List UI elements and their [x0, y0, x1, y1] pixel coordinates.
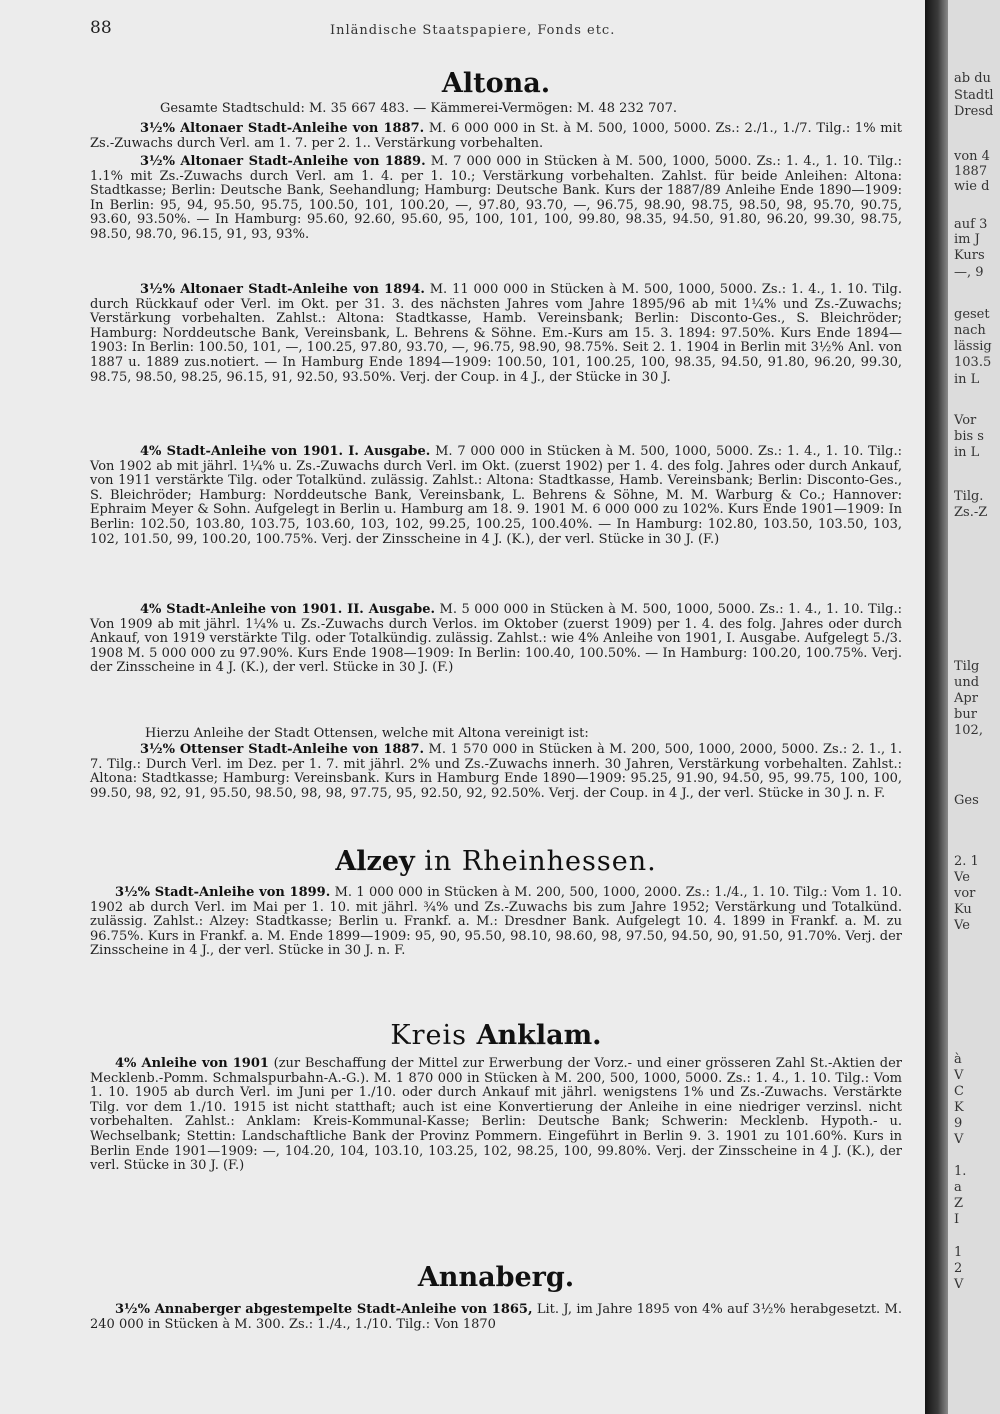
section-heading-alzey: Alzey in Rheinhessen.: [335, 846, 657, 877]
facing-fragment: lässig: [954, 339, 992, 354]
running-head: [90, 18, 900, 48]
paragraph-ottensen-intro: [145, 727, 902, 742]
facing-fragment: Tilg: [954, 659, 980, 674]
section-heading-anklam: Kreis Anklam.: [390, 1020, 602, 1051]
paragraph-altona-1901-i: [90, 445, 902, 547]
facing-fragment: Ges: [954, 793, 979, 808]
facing-fragment: Ve: [954, 918, 970, 933]
paragraph-anklam-1901: [90, 1057, 902, 1174]
loan-title: 3½% Ottenser Stadt-Anleihe von 1887.: [140, 742, 425, 757]
facing-fragment: wie d: [954, 179, 990, 194]
facing-fragment: in L: [954, 445, 980, 460]
facing-page-edge: [948, 0, 1000, 1414]
facing-fragment: bur: [954, 707, 977, 722]
section-heading-altona: Altona.: [441, 68, 551, 99]
paragraph-text: M. 7 000 000 in Stücken à M. 500, 1000, 5000. Zs.: 1. 4., 1. 10. Tilg.: Von 1902 ab mit jährl. 1¼% u. Zs.-Zuwachs durch Verl. im Okt. (zuerst 1902) per 1. 4. des folg. Jahres oder durch Ankauf, von 1911 verstärkte Tilg. oder Totalkünd. zulässig. Zahlst.: Altona: Stadtkasse, Hamb. Vereinsbank; Berlin: Disconto-Ges., S. Bleichröder; Hamburg: Norddeutsche Bank, Vereinsbank, L. Behrens & Söhne, M. M. Warburg & Co.; Hannover: Ephraim Meyer & Sohn. Aufgelegt in Berlin u. Hamburg am 18. 9. 1901 M. 6 000 000 zu 102%. Kurs Ende 1901—1909: In Berlin: 102.50, 103.80, 103.75, 103.60, 103, 102, 99.25, 100.25, 100.40%. — In Hamburg: 102.80, 103.50, 103.50, 103, 102, 101.50, 99, 100.20, 100.75%. Verj. der Zinsscheine in 4 J. (K.), der verl. Stücke in 30 J. (F.): [90, 444, 902, 547]
facing-fragment: vor: [954, 886, 976, 901]
paragraph-altona-1894: [90, 283, 902, 385]
paragraph-text: M. 11 000 000 in Stücken à M. 500, 1000, 5000. Zs.: 1. 4., 1. 10. Tilg. durch Rückkauf oder Verl. im Okt. per 31. 3. des nächsten Jahres vom Jahre 1895/96 ab mit 1¼% und Zs.-Zuwachs; Verstärkung vorbehalten. Zahlst.: Altona: Stadtkasse, Hamb. Vereinsbank; Berlin: Disconto-Ges., S. Bleichröder; Hamburg: Norddeutsche Bank, Vereinsbank, L. Behrens & Söhne. Em.-Kurs am 15. 3. 1894: 97.50%. Kurs Ende 1894—1903: In Berlin: 100.50, 101, —, 100.25, 97.80, 93.70, —, 96.75, 98.90, 98.75%. Seit 2. 1. 1904 in Berlin mit 3½% Anl. von 1887 u. 1889 zus.notiert. — In Hamburg Ende 1894—1909: 100.50, 101, 100.25, 100, 98.35, 94.50, 91.80, 96.20, 99.30, 98.75, 98.50, 98.25, 96.15, 91, 92.50, 93.50%. Verj. der Coup. in 4 J., der Stücke in 30 J.: [90, 282, 902, 385]
facing-fragment: Tilg.: [954, 489, 984, 504]
facing-fragment: V: [954, 1277, 964, 1292]
paragraph-text: M. 1 000 000 in Stücken à M. 200, 500, 1000, 2000. Zs.: 1./4., 1. 10. Tilg.: Vom 1. 10. 1902 ab durch Verl. im Mai per 1. 10. mit jährl. ¾% und Zs.-Zuwachs bis zum Jahre 1952; Verstärkung und Totalkünd. zulässig. Zahlst.: Alzey: Stadtkasse; Berlin u. Frankf. a. M.: Dresdner Bank. Aufgelegt 10. 4. 1899 in Frankf. a. M. zu 96.75%. Kurs in Frankf. a. M. Ende 1899—1909: 95, 90, 95.50, 98.10, 98.60, 98, 97.50, 94.50, 90, 91.50, 91.70%. Verj. der Zinsscheine in 4 J., der verl. Stücke in 30 J. n. F.: [90, 885, 902, 959]
facing-fragment: Zs.-Z: [954, 505, 988, 520]
running-title: Inländische Staatspapiere, Fonds etc.: [330, 23, 616, 38]
loan-title: 3½% Annaberger abgestempelte Stadt-Anleihe von 1865,: [115, 1302, 533, 1317]
paragraph-text: Lit. J, im Jahre 1895 von 4% auf 3½% herabgesetzt. M. 240 000 in Stücken à M. 300. Zs.: 1./4., 1./10. Tilg.: Von 1870: [90, 1302, 902, 1332]
paragraph-altona-1889: [90, 155, 902, 243]
paragraph-text: M. 7 000 000 in Stücken à M. 500, 1000, 5000. Zs.: 1. 4., 1. 10. Tilg.: 1.1% mit Zs.-Zuwachs durch Verl. am 1. 4. per 1. 10.; Verstärkung vorbehalten. Zahlst. für beide Anleihen: Altona: Stadtkasse; Berlin: Deutsche Bank, Seehandlung; Hamburg: Deutsche Bank. Kurs der 1887/89 Anleihe Ende 1890—1909: In Berlin: 95, 94, 95.50, 95.75, 100.50, 101, 100.20, —, 97.80, 93.70, —, 96.75, 98.90, 98.75, 98.50, 98, 95.70, 90.75, 93.60, 93.50%. — In Hamburg: 95.60, 92.60, 95.60, 95, 100, 101, 100, 99.80, 98.35, 94.50, 91.80, 96.20, 99.30, 98.75, 98.50, 98.70, 96.15, 91, 93, 93%.: [90, 154, 903, 242]
facing-fragment: K: [954, 1100, 964, 1115]
section-heading-annaberg: Annaberg.: [417, 1262, 575, 1293]
facing-fragment: und: [954, 675, 980, 690]
facing-fragment: à: [954, 1052, 962, 1067]
paragraph-altona-1901-ii: [90, 603, 902, 676]
page-number: 88: [90, 18, 112, 38]
facing-fragment: Dresd: [954, 104, 994, 119]
paragraph-alzey-1899: [90, 886, 902, 959]
loan-title: 3½% Stadt-Anleihe von 1899.: [115, 885, 331, 900]
loan-title: 4% Stadt-Anleihe von 1901. II. Ausgabe.: [140, 602, 435, 617]
paragraph-annaberg-1865: [90, 1303, 902, 1332]
facing-fragment: V: [954, 1132, 964, 1147]
facing-fragment: a: [954, 1180, 962, 1195]
facing-fragment: Z: [954, 1196, 964, 1211]
paragraph-altona-debt: [160, 102, 860, 117]
facing-fragment: 102,: [954, 723, 983, 738]
facing-fragment: 1.: [954, 1164, 967, 1179]
facing-fragment: 2. 1: [954, 854, 979, 869]
facing-fragment: V: [954, 1068, 964, 1083]
facing-fragment: Stadtl: [954, 88, 994, 103]
facing-fragment: —, 9: [954, 265, 984, 280]
book-gutter: [925, 0, 948, 1414]
facing-fragment: Apr: [954, 691, 978, 706]
facing-fragment: in L: [954, 372, 980, 387]
facing-fragment: 2: [954, 1261, 963, 1276]
facing-fragment: auf 3: [954, 217, 988, 232]
facing-fragment: bis s: [954, 429, 984, 444]
loan-title: 3½% Altonaer Stadt-Anleihe von 1887.: [140, 121, 425, 136]
paragraph-text: Hierzu Anleihe der Stadt Ottensen, welche mit Altona vereinigt ist:: [145, 726, 589, 741]
paragraph-altona-1887: [90, 122, 902, 151]
paragraph-text: (zur Beschaffung der Mittel zur Erwerbung der Vorz.- und einer grösseren Zahl St.-Aktien der Mecklenb.-Pomm. Schmalspurbahn-A.-G.). M. 1 870 000 in Stücken à M. 200, 500, 1000, 5000. Zs.: 1. 4., 1. 10. Tilg.: Vom 1. 10. 1905 ab durch Verl. im Juni per 1./10. oder durch Ankauf mit jährl. wenigstens 1% und Zs.-Zuwachs. Verstärkte Tilg. vor dem 1./10. 1915 ist nicht statthaft; auch ist eine Konvertierung der Anleihe in eine niedriger verzinsl. nicht vorbehalten. Zahlst.: Anklam: Kreis-Kommunal-Kasse; Berlin: Deutsche Bank; Schwerin: Mecklenb. Hypoth.- u. Wechselbank; Stettin: Landschaftliche Bank der Provinz Pommern. Eingeführt in Berlin 9. 3. 1901 zu 101.60%. Kurs in Berlin Ende 1901—1909: —, 104.20, 104, 103.10, 103.25, 102, 98.25, 100, 99.80%. Verj. der Zinsscheine in 4 J. (K.), der verl. Stücke in 30 J. (F.): [90, 1056, 902, 1174]
paragraph-text: M. 6 000 000 in St. à M. 500, 1000, 5000. Zs.: 2./1., 1./7. Tilg.: 1% mit Zs.-Zuwachs durch Verl. am 1. 7. per 2. 1.. Verstärkung vorbehalten.: [90, 121, 902, 151]
paragraph-text: M. 1 570 000 in Stücken à M. 200, 500, 1000, 2000, 5000. Zs.: 2. 1., 1. 7. Tilg.: Durch Verl. im Dez. per 1. 7. mit jährl. 2% und Zs.-Zuwachs innerh. 30 Jahren, Verstärkung vorbehalten. Zahlst.: Altona: Stadtkasse; Hamburg: Vereinsbank. Kurs in Hamburg Ende 1890—1909: 95.25, 91.90, 94.50, 95, 99.75, 100, 100, 99.50, 98, 92, 91, 95.50, 98.50, 98, 98, 97.75, 95, 92.50, 92, 92.50%. Verj. der Coup. in 4 J., der verl. Stücke in 30 J. n. F.: [90, 742, 902, 801]
paragraph-text: M. 5 000 000 in Stücken à M. 500, 1000, 5000. Zs.: 1. 4., 1. 10. Tilg.: Von 1909 ab mit jährl. 1¼% u. Zs.-Zuwachs durch Verlos. im Oktober (zuerst 1909) per 1. 4. des folg. Jahres oder durch Ankauf, von 1919 verstärkte Tilg. oder Totalkündig. zulässig. Zahlst.: wie 4% Anleihe von 1901, I. Ausgabe. Aufgelegt 5./3. 1908 M. 5 000 000 zu 97.90%. Kurs Ende 1908—1909: In Berlin: 100.40, 100.50%. — In Hamburg: 100.20, 100.75%. Verj. der Zinsscheine in 4 J. (K.), der verl. Stücke in 30 J. (F.): [90, 602, 903, 676]
loan-title: 4% Stadt-Anleihe von 1901. I. Ausgabe.: [140, 444, 431, 459]
facing-fragment: 103.5: [954, 355, 992, 370]
facing-fragment: geset: [954, 307, 990, 322]
facing-fragment: I: [954, 1212, 960, 1227]
facing-fragment: ab du: [954, 71, 991, 86]
facing-fragment: 1: [954, 1245, 963, 1260]
facing-fragment: 9: [954, 1116, 963, 1131]
loan-title: 3½% Altonaer Stadt-Anleihe von 1889.: [140, 154, 426, 169]
paragraph-ottensen-1887: [90, 743, 902, 801]
facing-fragment: Ve: [954, 870, 970, 885]
paragraph-text: Gesamte Stadtschuld: M. 35 667 483. — Kämmerei-Vermögen: M. 48 232 707.: [160, 101, 678, 116]
facing-fragment: Kurs: [954, 248, 985, 263]
facing-fragment: nach: [954, 323, 986, 338]
loan-title: 4% Anleihe von 1901: [115, 1056, 269, 1071]
facing-fragment: 1887: [954, 164, 988, 179]
loan-title: 3½% Altonaer Stadt-Anleihe von 1894.: [140, 282, 425, 297]
facing-fragment: Vor: [954, 413, 977, 428]
facing-fragment: im J: [954, 232, 980, 247]
facing-fragment: von 4: [954, 149, 990, 164]
facing-fragment: C: [954, 1084, 964, 1099]
facing-fragment: Ku: [954, 902, 972, 917]
